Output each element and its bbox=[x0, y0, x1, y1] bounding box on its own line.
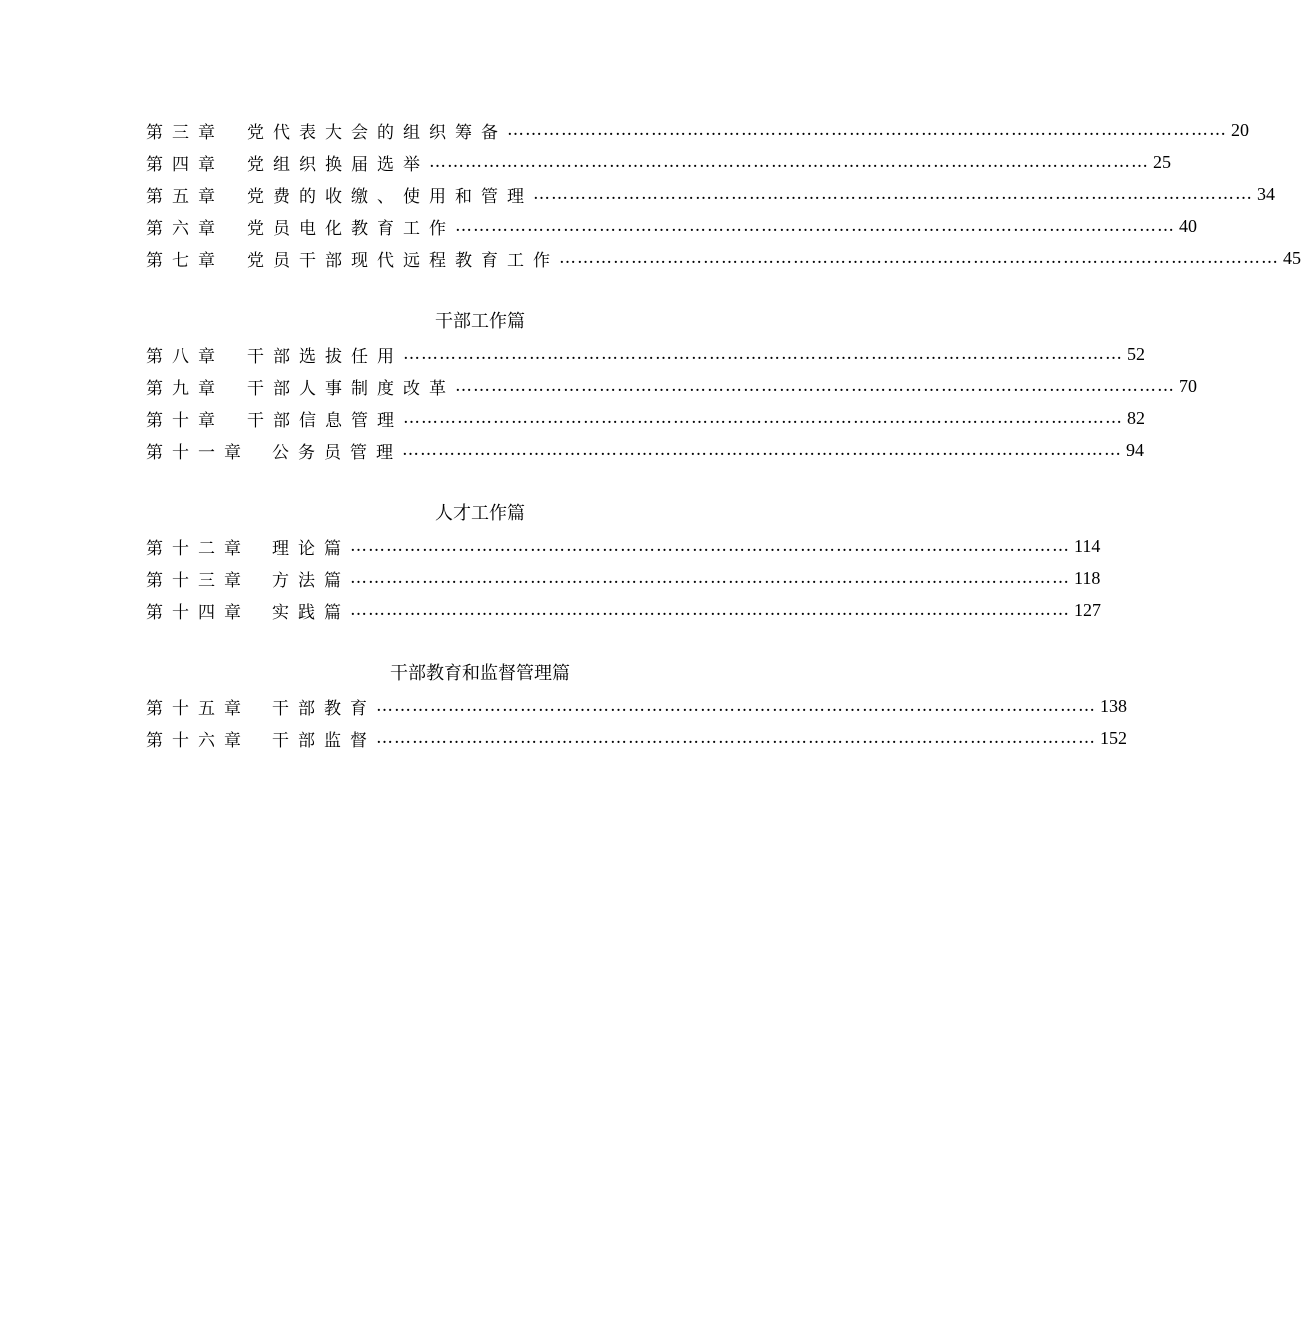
chapter-title: 党组织换届选举 bbox=[247, 154, 429, 175]
chapter-number: 第五章 bbox=[146, 186, 224, 207]
toc-entry bbox=[146, 242, 1301, 274]
dot-leader: ………………………………………………………………………………………………………… bbox=[455, 216, 1175, 236]
chapter-title: 干部选拔任用 bbox=[247, 346, 403, 367]
toc-entry bbox=[146, 594, 1101, 626]
page-number: 40 bbox=[1179, 215, 1197, 236]
toc-entry bbox=[146, 338, 1145, 370]
dot-leader: ………………………………………………………………………………………………………… bbox=[533, 184, 1253, 204]
toc-entry bbox=[146, 530, 1101, 562]
table-of-contents bbox=[146, 114, 1301, 754]
page-number: 34 bbox=[1257, 183, 1275, 204]
dot-leader: ………………………………………………………………………………………………………… bbox=[429, 152, 1149, 172]
section-title: 人才工作篇 bbox=[435, 503, 525, 524]
toc-entry bbox=[146, 722, 1127, 754]
chapter-number: 第三章 bbox=[146, 122, 224, 143]
toc-entry bbox=[146, 562, 1101, 594]
dot-leader: ………………………………………………………………………………………………………… bbox=[402, 440, 1122, 460]
chapter-number: 第七章 bbox=[146, 250, 224, 271]
chapter-number: 第十一章 bbox=[146, 442, 250, 463]
chapter-title: 党代表大会的组织筹备 bbox=[247, 122, 507, 143]
chapter-number: 第十五章 bbox=[146, 698, 250, 719]
page-number: 20 bbox=[1231, 119, 1249, 140]
page-number: 152 bbox=[1100, 727, 1127, 748]
section-title: 干部工作篇 bbox=[435, 311, 525, 332]
chapter-number: 第十六章 bbox=[146, 730, 250, 751]
dot-leader: ………………………………………………………………………………………………………… bbox=[350, 600, 1070, 620]
dot-leader: ………………………………………………………………………………………………………… bbox=[403, 344, 1123, 364]
chapter-title: 党费的收缴、使用和管理 bbox=[247, 186, 533, 207]
dot-leader: ………………………………………………………………………………………………………… bbox=[350, 536, 1070, 556]
page-number: 45 bbox=[1283, 247, 1301, 268]
section-spacer bbox=[146, 466, 814, 498]
toc-entry bbox=[146, 370, 1197, 402]
chapter-number: 第九章 bbox=[146, 378, 224, 399]
dot-leader: ………………………………………………………………………………………………………… bbox=[507, 120, 1227, 140]
chapter-title: 党员电化教育工作 bbox=[247, 218, 455, 239]
chapter-number: 第十二章 bbox=[146, 538, 250, 559]
page-number: 52 bbox=[1127, 343, 1145, 364]
chapter-title: 干部人事制度改革 bbox=[247, 378, 455, 399]
section-spacer bbox=[146, 274, 814, 306]
page-number: 127 bbox=[1074, 599, 1101, 620]
chapter-title: 干部信息管理 bbox=[247, 410, 403, 431]
page-number: 118 bbox=[1074, 567, 1101, 588]
page-number: 25 bbox=[1153, 151, 1171, 172]
chapter-number: 第四章 bbox=[146, 154, 224, 175]
toc-entry bbox=[146, 178, 1275, 210]
chapter-title: 干部教育 bbox=[272, 698, 376, 719]
toc-entry bbox=[146, 146, 1171, 178]
chapter-title: 公务员管理 bbox=[272, 442, 402, 463]
chapter-title: 理论篇 bbox=[272, 538, 350, 559]
chapter-title: 党员干部现代远程教育工作 bbox=[247, 250, 559, 271]
toc-entry bbox=[146, 114, 1249, 146]
chapter-title: 实践篇 bbox=[272, 602, 350, 623]
dot-leader: ………………………………………………………………………………………………………… bbox=[376, 728, 1096, 748]
page-number: 114 bbox=[1074, 535, 1101, 556]
dot-leader: ………………………………………………………………………………………………………… bbox=[403, 408, 1123, 428]
page-number: 94 bbox=[1126, 439, 1144, 460]
chapter-title: 干部监督 bbox=[272, 730, 376, 751]
chapter-number: 第十三章 bbox=[146, 570, 250, 591]
chapter-number: 第十章 bbox=[146, 410, 224, 431]
toc-entry bbox=[146, 210, 1197, 242]
toc-entry bbox=[146, 434, 1144, 466]
section-title: 干部教育和监督管理篇 bbox=[390, 663, 570, 684]
page-number: 138 bbox=[1100, 695, 1127, 716]
dot-leader: ………………………………………………………………………………………………………… bbox=[350, 568, 1070, 588]
toc-entry bbox=[146, 402, 1145, 434]
chapter-title: 方法篇 bbox=[272, 570, 350, 591]
chapter-number: 第八章 bbox=[146, 346, 224, 367]
chapter-number: 第六章 bbox=[146, 218, 224, 239]
chapter-number: 第十四章 bbox=[146, 602, 250, 623]
page-number: 70 bbox=[1179, 375, 1197, 396]
section-spacer bbox=[146, 626, 814, 658]
dot-leader: ………………………………………………………………………………………………………… bbox=[376, 696, 1096, 716]
dot-leader: ………………………………………………………………………………………………………… bbox=[559, 248, 1279, 268]
dot-leader: ………………………………………………………………………………………………………… bbox=[455, 376, 1175, 396]
toc-entry bbox=[146, 690, 1127, 722]
page-number: 82 bbox=[1127, 407, 1145, 428]
